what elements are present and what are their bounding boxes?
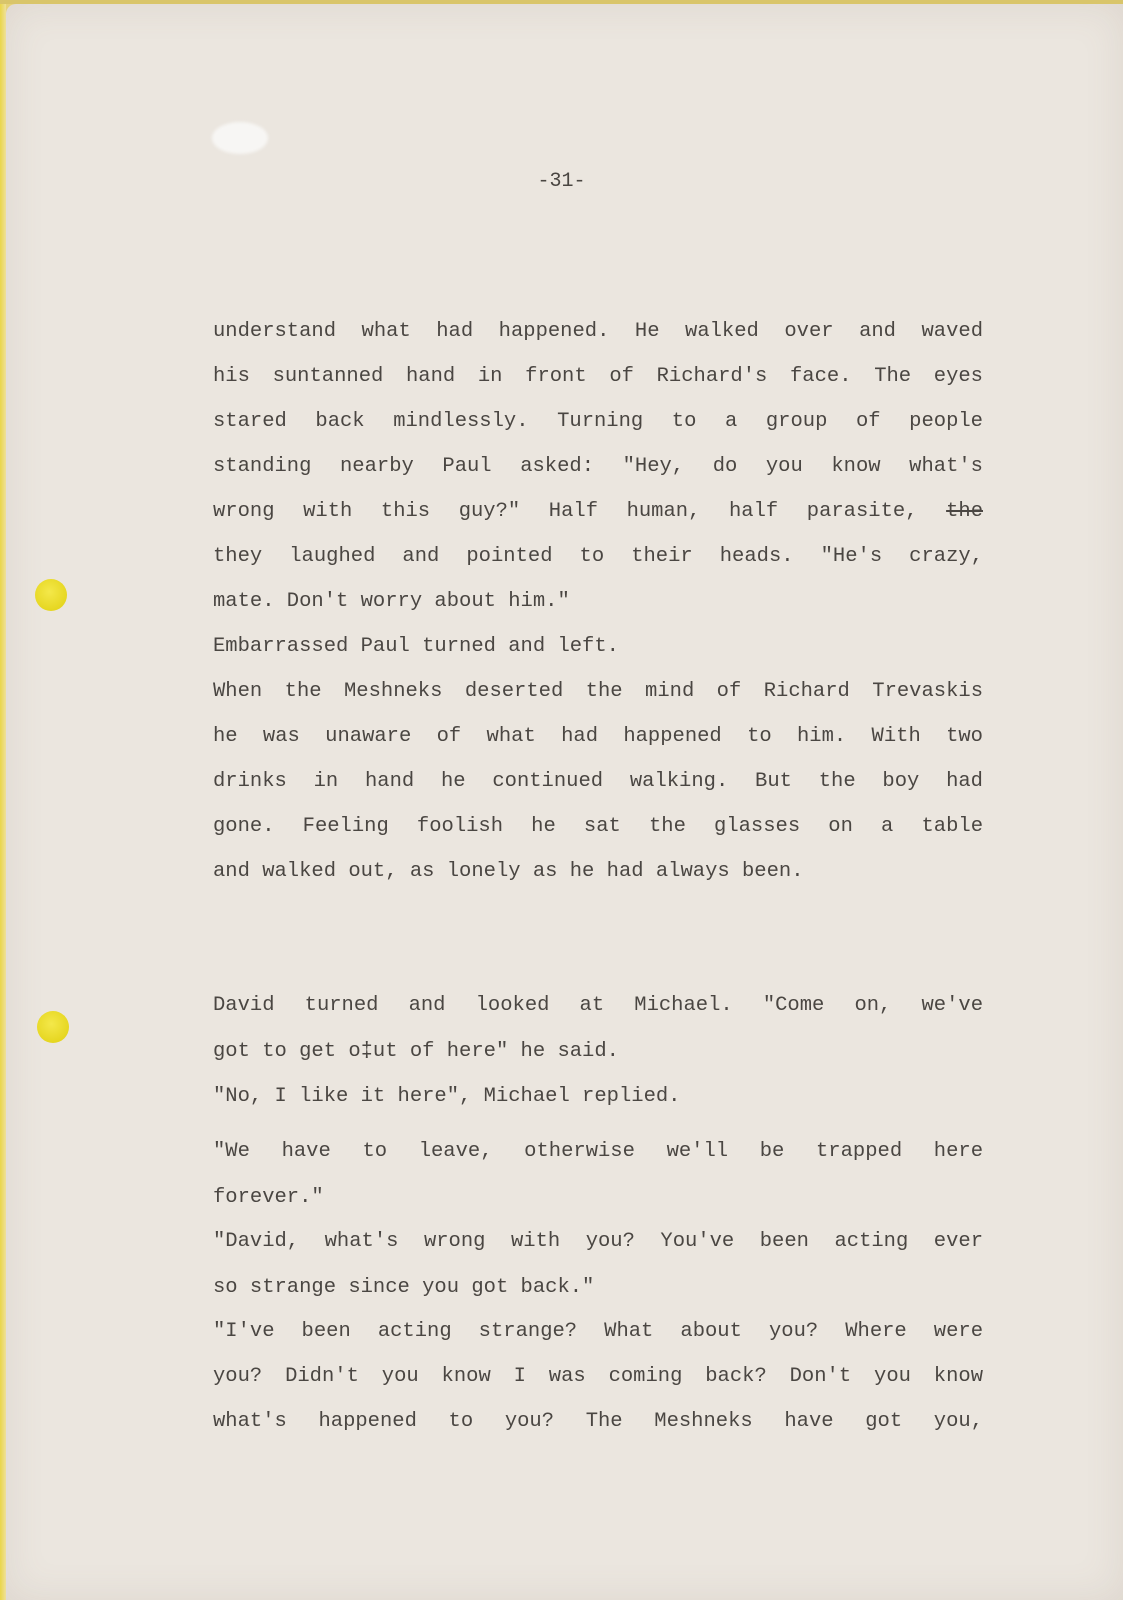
text-line xyxy=(213,858,983,886)
folder-top-edge xyxy=(0,0,1123,4)
text-line xyxy=(213,1184,983,1212)
text-line xyxy=(213,363,983,391)
text-line xyxy=(213,1363,983,1391)
struck-through-word: the xyxy=(946,500,983,523)
text-line-content: you? Didn't you know I was coming back? Don't you know xyxy=(213,1365,983,1388)
text-line xyxy=(213,498,983,526)
text-line xyxy=(213,588,983,616)
text-line-content: he was unaware of what had happened to him. With two xyxy=(213,725,983,748)
text-line-content: When the Meshneks deserted the mind of Richard Trevaskis xyxy=(213,680,983,703)
text-line xyxy=(213,408,983,436)
text-line-content: wrong with this guy?" Half human, half parasite, xyxy=(213,500,947,523)
text-line-content: Embarrassed Paul turned and left. xyxy=(213,635,619,658)
text-line xyxy=(213,768,983,796)
punch-hole-lower xyxy=(37,1011,69,1043)
text-line xyxy=(213,543,983,571)
text-line xyxy=(213,318,983,346)
correction-fluid-smudge xyxy=(212,122,268,154)
text-line xyxy=(213,1274,983,1302)
text-line-content: got to get o‡ut of here" he said. xyxy=(213,1040,619,1063)
text-line-content: understand what had happened. He walked over and waved xyxy=(213,320,983,343)
text-line-content: drinks in hand he continued walking. But the boy had xyxy=(213,770,983,793)
text-line-content: what's happened to you? The Meshneks have got you, xyxy=(213,1410,983,1433)
yellow-folder-edge xyxy=(0,0,6,1600)
text-line-content: "No, I like it here", Michael replied. xyxy=(213,1085,681,1108)
typewritten-page xyxy=(6,4,1123,1600)
text-line-content: mate. Don't worry about him." xyxy=(213,590,570,613)
text-line xyxy=(213,678,983,706)
text-line xyxy=(213,1083,983,1111)
text-line xyxy=(213,1318,983,1346)
text-line-content: gone. Feeling foolish he sat the glasses on a table xyxy=(213,815,983,838)
text-line xyxy=(213,992,983,1020)
text-line xyxy=(213,633,983,661)
text-line xyxy=(213,1038,983,1066)
text-line-content: "David, what's wrong with you? You've been acting ever xyxy=(213,1230,983,1253)
text-line xyxy=(213,1408,983,1436)
text-line-content: standing nearby Paul asked: "Hey, do you know what's xyxy=(213,455,983,478)
text-line-content: forever." xyxy=(213,1186,324,1209)
text-line-content: his suntanned hand in front of Richard's face. The eyes xyxy=(213,365,983,388)
text-line-content: they laughed and pointed to their heads. "He's crazy, xyxy=(213,545,983,568)
text-line xyxy=(213,1138,983,1166)
text-line xyxy=(213,1228,983,1256)
text-line xyxy=(213,723,983,751)
text-line xyxy=(213,453,983,481)
text-line-content: so strange since you got back." xyxy=(213,1276,595,1299)
punch-hole-upper xyxy=(35,579,67,611)
text-line xyxy=(213,813,983,841)
text-line-content: stared back mindlessly. Turning to a group of people xyxy=(213,410,983,433)
text-line-content: and walked out, as lonely as he had always been. xyxy=(213,860,804,883)
text-line-content: "I've been acting strange? What about you? Where were xyxy=(213,1320,983,1343)
text-line-content: David turned and looked at Michael. "Come on, we've xyxy=(213,994,983,1017)
page-number: -31- xyxy=(537,170,586,193)
text-line-content: "We have to leave, otherwise we'll be trapped here xyxy=(213,1140,983,1163)
